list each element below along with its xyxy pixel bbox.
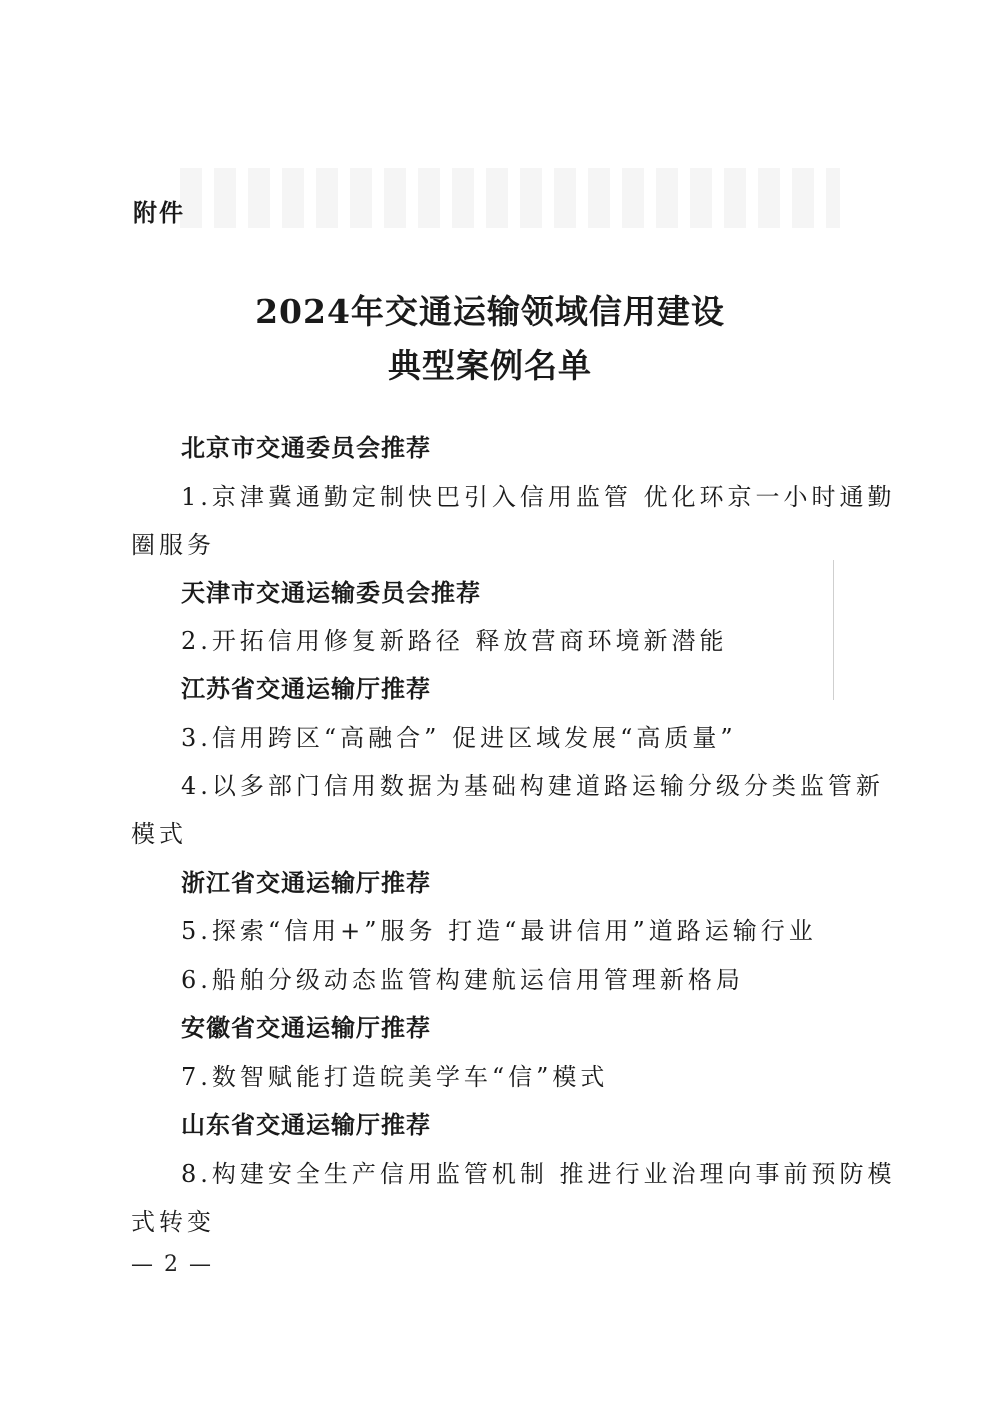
case-item-continuation: 模式 <box>131 820 187 848</box>
scan-edge-line <box>833 560 834 700</box>
case-item-continuation: 圈服务 <box>131 531 215 559</box>
case-item: 4.以多部门信用数据为基础构建道路运输分级分类监管新 <box>181 772 884 800</box>
attachment-label: 附件 <box>133 199 185 227</box>
recommender-heading: 北京市交通委员会推荐 <box>181 434 431 462</box>
case-item: 6.船舶分级动态监管构建航运信用管理新格局 <box>181 966 744 994</box>
case-item: 2.开拓信用修复新路径 释放营商环境新潜能 <box>181 627 728 655</box>
case-item-continuation: 式转变 <box>131 1208 215 1236</box>
page-number: — 2 — <box>131 1252 213 1277</box>
recommender-heading: 天津市交通运输委员会推荐 <box>181 579 481 607</box>
recommender-heading: 江苏省交通运输厅推荐 <box>181 675 431 703</box>
case-item: 7.数智赋能打造皖美学车“信”模式 <box>181 1063 609 1091</box>
case-item: 8.构建安全生产信用监管机制 推进行业治理向事前预防模 <box>181 1160 896 1188</box>
recommender-heading: 安徽省交通运输厅推荐 <box>181 1014 431 1042</box>
document-title-line-1: 2024年交通运输领域信用建设 <box>255 292 725 331</box>
document-title-line-2: 典型案例名单 <box>388 346 592 385</box>
case-item: 5.探索“信用+”服务 打造“最讲信用”道路运输行业 <box>181 917 817 945</box>
faint-bleedthrough-mark <box>180 168 840 228</box>
case-item: 3.信用跨区“高融合” 促进区域发展“高质量” <box>181 724 737 752</box>
case-item: 1.京津冀通勤定制快巴引入信用监管 优化环京一小时通勤 <box>181 483 896 511</box>
recommender-heading: 山东省交通运输厅推荐 <box>181 1111 431 1139</box>
recommender-heading: 浙江省交通运输厅推荐 <box>181 869 431 897</box>
